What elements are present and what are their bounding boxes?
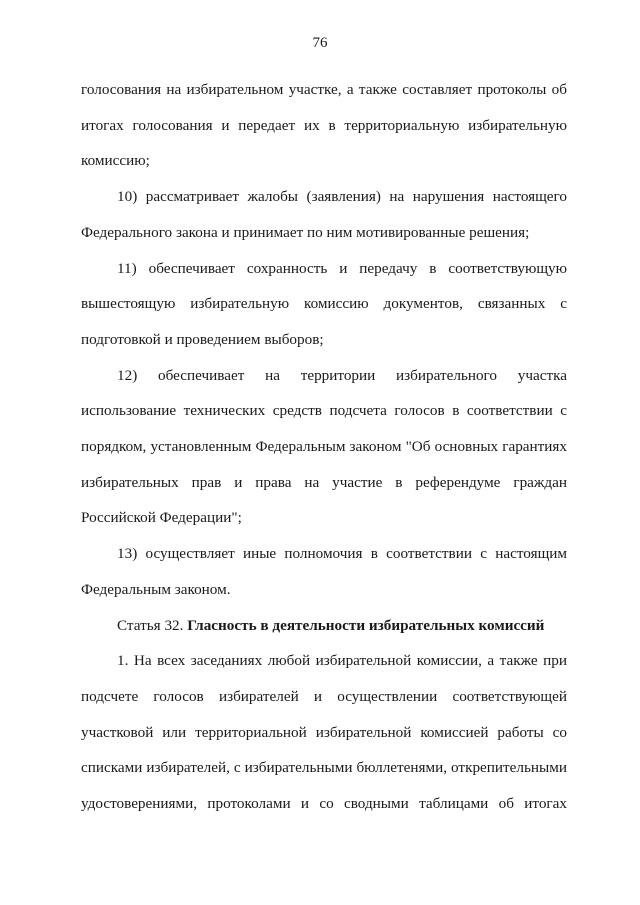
paragraph-item-13: 13) осуществляет иные полномочия в соответствии с настоящим Федеральным законом.	[81, 545, 567, 598]
article-heading	[81, 608, 567, 644]
document-body	[81, 72, 567, 822]
article-paragraph-1: 1. На всех заседаниях любой избирательной комиссии, а также при подсчете голосов избирателей и осуществлении соответствующей участковой или территориальной избирательной комиссией работы со списками избирателей, с избирательными бюллетенями, открепительными удостоверениями, протоколами и со сводными таблицами об итогах	[81, 652, 567, 813]
paragraph-item-11: 11) обеспечивает сохранность и передачу в соответствующую вышестоящую избирательную комиссию документов, связанных с подготовкой и проведением выборов;	[81, 259, 567, 348]
article-label: Статья 32.	[117, 616, 188, 634]
article-title: Гласность в деятельности избирательных комиссий	[187, 616, 545, 634]
page-number: 76	[312, 35, 328, 51]
paragraph-item-12: 12) обеспечивает на территории избирательного участка использование технических средств подсчета голосов в соответствии с порядком, установленным Федеральным законом "Об основных гарантиях избирательных прав и права на участие в референдуме граждан Российской Федерации";	[81, 366, 567, 527]
paragraph-continuation: голосования на избирательном участке, а также составляет протоколы об итогах голосования и передает их в территориальную избирательную комиссию;	[81, 81, 567, 170]
paragraph-item-10: 10) рассматривает жалобы (заявления) на нарушения настоящего Федерального закона и принимает по ним мотивированные решения;	[81, 188, 567, 241]
